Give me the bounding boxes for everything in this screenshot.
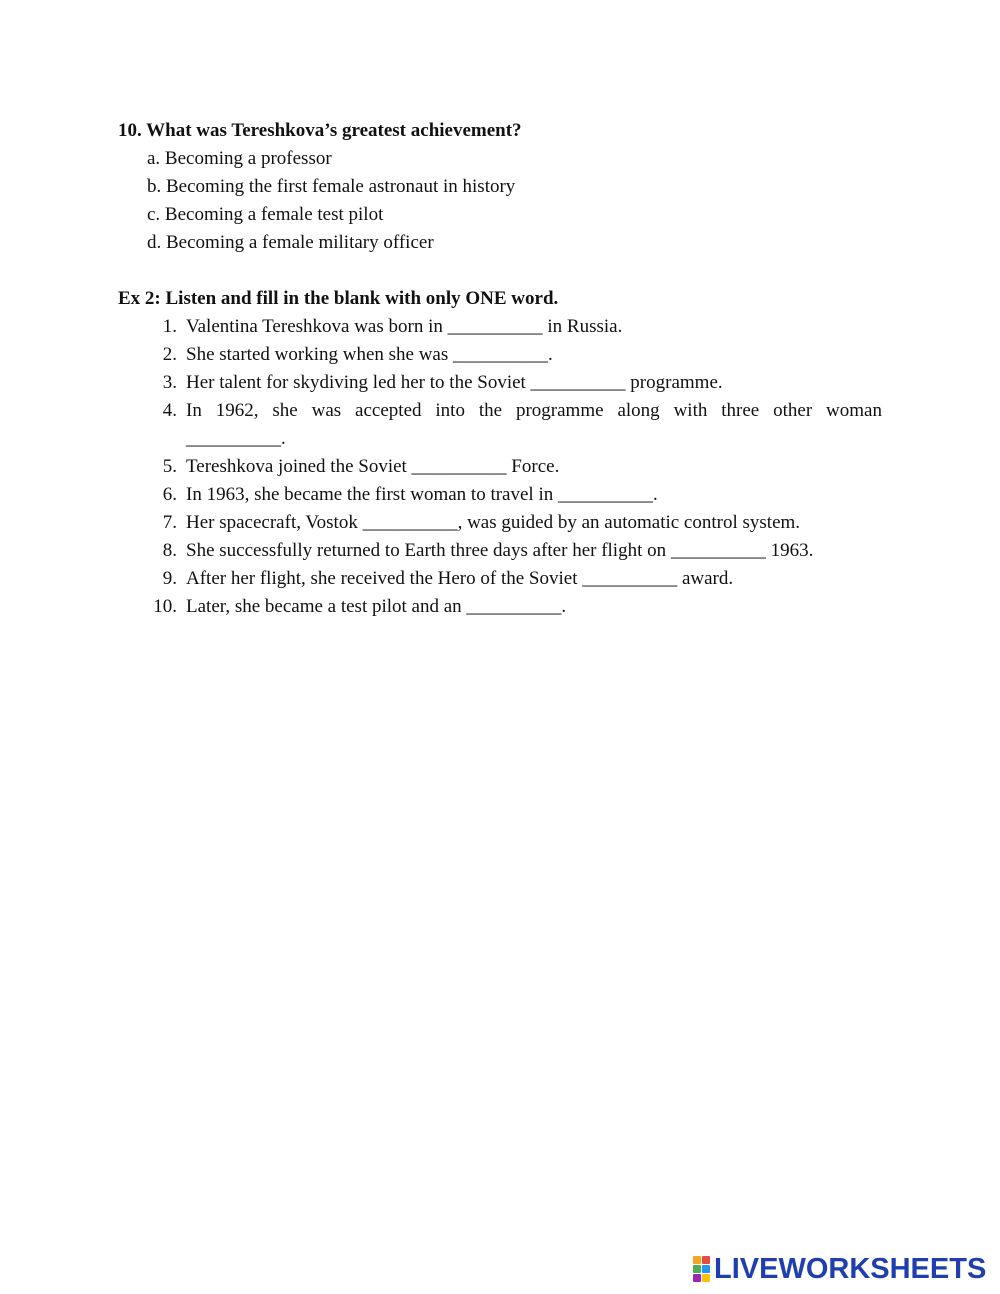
logo-tile xyxy=(693,1274,701,1282)
item-number: 2. xyxy=(162,344,177,365)
logo-text: LIVEWORKSHEETS xyxy=(714,1253,987,1285)
list-item xyxy=(140,565,882,593)
item-number: 4. xyxy=(162,400,177,421)
list-item xyxy=(140,397,882,453)
list-item xyxy=(140,481,882,509)
item-text[interactable] xyxy=(177,397,882,453)
list-item xyxy=(140,537,882,565)
question-10-options xyxy=(147,145,515,257)
item-number: 6. xyxy=(162,484,177,505)
option-b[interactable]: b. Becoming the first female astronaut in history xyxy=(147,176,516,197)
item-text[interactable]: In 1963, she became the first woman to travel in __________. xyxy=(186,484,658,505)
option-a[interactable]: a. Becoming a professor xyxy=(147,148,332,169)
item-text-line-2: __________. xyxy=(186,428,286,449)
list-item xyxy=(140,453,882,481)
fill-in-list xyxy=(140,313,882,621)
item-number: 8. xyxy=(162,540,177,561)
option-c[interactable]: c. Becoming a female test pilot xyxy=(147,204,384,225)
item-text[interactable]: She started working when she was __________. xyxy=(186,344,553,365)
list-item xyxy=(140,593,882,621)
item-number: 5. xyxy=(162,456,177,477)
liveworksheets-logo-icon xyxy=(693,1256,711,1282)
item-text[interactable]: Her talent for skydiving led her to the Soviet __________ programme. xyxy=(186,372,723,393)
item-text[interactable]: Later, she became a test pilot and an __________. xyxy=(186,596,567,617)
item-number: 1. xyxy=(162,316,177,337)
exercise-2-title: Ex 2: Listen and fill in the blank with only ONE word. xyxy=(118,288,559,309)
question-10-title: 10. What was Tereshkova’s greatest achievement? xyxy=(118,120,522,141)
logo-tile xyxy=(702,1274,710,1282)
liveworksheets-logo[interactable] xyxy=(693,1253,986,1285)
item-text-line-1: In 1962, she was accepted into the programme along with three other woman xyxy=(186,400,882,421)
item-text[interactable]: She successfully returned to Earth three days after her flight on __________ 1963. xyxy=(186,540,814,561)
list-item xyxy=(140,369,882,397)
logo-tile xyxy=(702,1265,710,1273)
list-item xyxy=(140,509,882,537)
list-item xyxy=(140,313,882,341)
logo-tile xyxy=(693,1256,701,1264)
item-text[interactable]: Tereshkova joined the Soviet __________ Force. xyxy=(186,456,560,477)
logo-tile xyxy=(702,1256,710,1264)
list-item xyxy=(140,341,882,369)
logo-tile xyxy=(693,1265,701,1273)
item-number: 7. xyxy=(162,512,177,533)
item-number: 9. xyxy=(162,568,177,589)
item-text[interactable]: Her spacecraft, Vostok __________, was guided by an automatic control system. xyxy=(186,512,801,533)
item-text[interactable]: After her flight, she received the Hero of the Soviet __________ award. xyxy=(186,568,734,589)
option-d[interactable]: d. Becoming a female military officer xyxy=(147,232,434,253)
item-number: 3. xyxy=(162,372,177,393)
item-number: 10. xyxy=(153,596,177,617)
item-text[interactable]: Valentina Tereshkova was born in __________ in Russia. xyxy=(186,316,623,337)
